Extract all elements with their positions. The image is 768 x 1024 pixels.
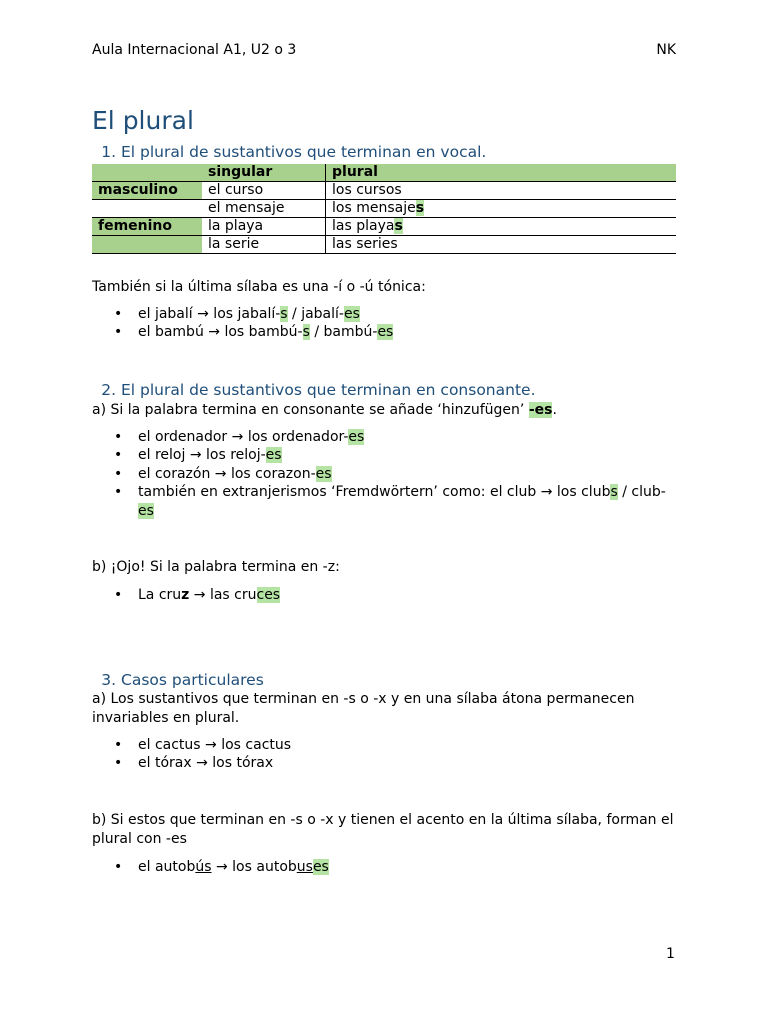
- highlight-ending: es: [377, 324, 394, 341]
- cell-plural: [326, 200, 677, 218]
- table-row: [92, 218, 676, 236]
- highlight-ending: es: [348, 429, 365, 445]
- list-item: [92, 858, 677, 876]
- highlight-ending: es: [138, 502, 154, 519]
- arrow-icon: →: [197, 306, 209, 322]
- item-text: el autob: [138, 859, 196, 875]
- item-text: el cactus: [138, 737, 206, 753]
- section-3-number: 3.: [101, 671, 116, 689]
- list-item: [92, 586, 677, 604]
- row-label-femenino: femenino: [92, 218, 202, 236]
- z-list: [92, 586, 677, 604]
- cell-plural: [326, 218, 677, 236]
- suffix-es: -es: [528, 402, 553, 418]
- table-row: [92, 200, 676, 218]
- row-label-empty: [92, 200, 202, 218]
- bullet: •: [114, 755, 123, 772]
- header-right: NK: [656, 42, 676, 58]
- bullet: •: [114, 587, 123, 603]
- highlight-ending: es: [265, 447, 282, 464]
- item-text: / bambú-: [309, 324, 378, 341]
- list-item: [92, 305, 677, 323]
- stressed-list: [92, 858, 677, 876]
- list-item: [92, 483, 677, 520]
- section-2-heading: [92, 381, 536, 399]
- item-text: los corazon-: [226, 465, 316, 482]
- z-rule: b) ¡Ojo! Si la palabra termina en -z:: [92, 559, 340, 575]
- arrow-icon: →: [196, 755, 208, 772]
- bold-z: z: [181, 587, 190, 603]
- cell-singular: la playa: [202, 218, 326, 236]
- bullet: •: [114, 859, 123, 875]
- highlight-ending: es: [315, 465, 332, 482]
- item-text: los cactus: [216, 737, 292, 753]
- row-label-masculino: masculino: [92, 182, 202, 200]
- arrow-icon: →: [211, 859, 233, 875]
- item-text: los club: [552, 484, 611, 501]
- section-2-title: El plural de sustantivos que terminan en consonante.: [121, 381, 536, 399]
- page-number: 1: [666, 946, 675, 962]
- arrow-icon: →: [231, 429, 244, 445]
- rule-text: a) Si la palabra termina en consonante se añade ‘hinzufügen’: [92, 402, 529, 418]
- section-1-heading: [92, 143, 486, 161]
- table-header-row: [92, 164, 676, 182]
- cell-plural: los cursos: [332, 182, 402, 198]
- arrow-icon: →: [189, 587, 210, 603]
- highlight-ending: es: [343, 306, 360, 322]
- bullet: •: [114, 324, 123, 341]
- bullet: •: [114, 737, 123, 753]
- arrow-icon: →: [208, 324, 221, 341]
- item-text: el corazón: [138, 465, 215, 482]
- highlight-ending: ces: [256, 587, 281, 603]
- item-text: La cru: [138, 587, 182, 603]
- item-text: el jabalí: [138, 306, 198, 322]
- col-plural: plural: [326, 164, 677, 182]
- invariable-list: [92, 736, 677, 773]
- page-title: El plural: [92, 106, 194, 135]
- plural-ending: s: [415, 200, 425, 216]
- bullet: •: [114, 429, 123, 445]
- section-2-number: 2.: [101, 381, 116, 399]
- tonic-vowel-note: También si la última sílaba es una -í o -ú tónica:: [92, 279, 426, 295]
- item-text: los ordenador-: [243, 429, 349, 445]
- list-item: [92, 428, 677, 446]
- list-item: [92, 736, 677, 754]
- item-text: también en extranjerismos ‘Fremdwörtern’ como: el club: [138, 484, 541, 501]
- list-item: [92, 754, 677, 772]
- plural-ending: s: [394, 218, 403, 234]
- plural-base: los mensaje: [332, 200, 416, 216]
- cell-plural: las series: [332, 236, 398, 252]
- stressed-rule: b) Si estos que terminan en -s o -x y tienen el acento en la última sílaba, forman el plural con -es: [92, 812, 674, 847]
- item-text: / jabalí-: [287, 306, 344, 322]
- item-text: las cru: [209, 587, 257, 603]
- table-row: [92, 236, 676, 254]
- list-item: [92, 465, 677, 483]
- arrow-icon: →: [205, 737, 217, 753]
- highlight-ending: s: [280, 306, 288, 322]
- bullet: •: [114, 465, 123, 482]
- cell-singular: el mensaje: [202, 200, 326, 218]
- consonant-rule: [92, 401, 682, 420]
- bullet: •: [114, 447, 123, 464]
- stressed-syllable: ús: [195, 859, 212, 875]
- item-text: los autob: [232, 859, 297, 875]
- highlight-ending: s: [610, 484, 618, 501]
- highlight-ending: es: [312, 859, 329, 875]
- table-corner: [92, 164, 202, 182]
- plural-table: [92, 164, 676, 254]
- page-header: [92, 42, 676, 58]
- item-text: el ordenador: [138, 429, 232, 445]
- stressed-syllable: us: [296, 859, 313, 875]
- bullet: •: [114, 306, 123, 322]
- invariable-rule: a) Los sustantivos que terminan en -s o -x y en una sílaba átona permanecen invariables en plural.: [92, 691, 635, 726]
- table-row: [92, 182, 676, 200]
- item-text: / club-: [617, 484, 666, 501]
- list-item: [92, 446, 677, 464]
- row-label-empty: [92, 236, 202, 254]
- list-item: [92, 323, 677, 341]
- consonant-list: [92, 428, 677, 520]
- arrow-icon: →: [189, 447, 202, 464]
- item-text: el tórax: [138, 755, 197, 772]
- section-3-title: Casos particulares: [121, 671, 264, 689]
- section-1-title: El plural de sustantivos que terminan en vocal.: [121, 143, 487, 161]
- item-text: los reloj-: [201, 447, 266, 464]
- header-left: Aula Internacional A1, U2 o 3: [92, 42, 297, 58]
- cell-singular: el curso: [202, 182, 326, 200]
- rule-end: .: [552, 402, 557, 418]
- arrow-icon: →: [214, 465, 227, 482]
- bullet: •: [114, 484, 123, 501]
- section-1-number: 1.: [101, 143, 116, 161]
- item-text: los jabalí-: [208, 306, 281, 322]
- item-text: los bambú-: [220, 324, 303, 341]
- item-text: los tórax: [207, 755, 274, 772]
- tonic-vowel-list: [92, 305, 677, 342]
- cell-singular: la serie: [202, 236, 326, 254]
- col-singular: singular: [202, 164, 326, 182]
- highlight-ending: s: [302, 324, 310, 341]
- item-text: el bambú: [138, 324, 209, 341]
- arrow-icon: →: [540, 484, 553, 501]
- section-3-heading: [92, 671, 264, 689]
- plural-base: las playa: [332, 218, 395, 234]
- item-text: el reloj: [138, 447, 190, 464]
